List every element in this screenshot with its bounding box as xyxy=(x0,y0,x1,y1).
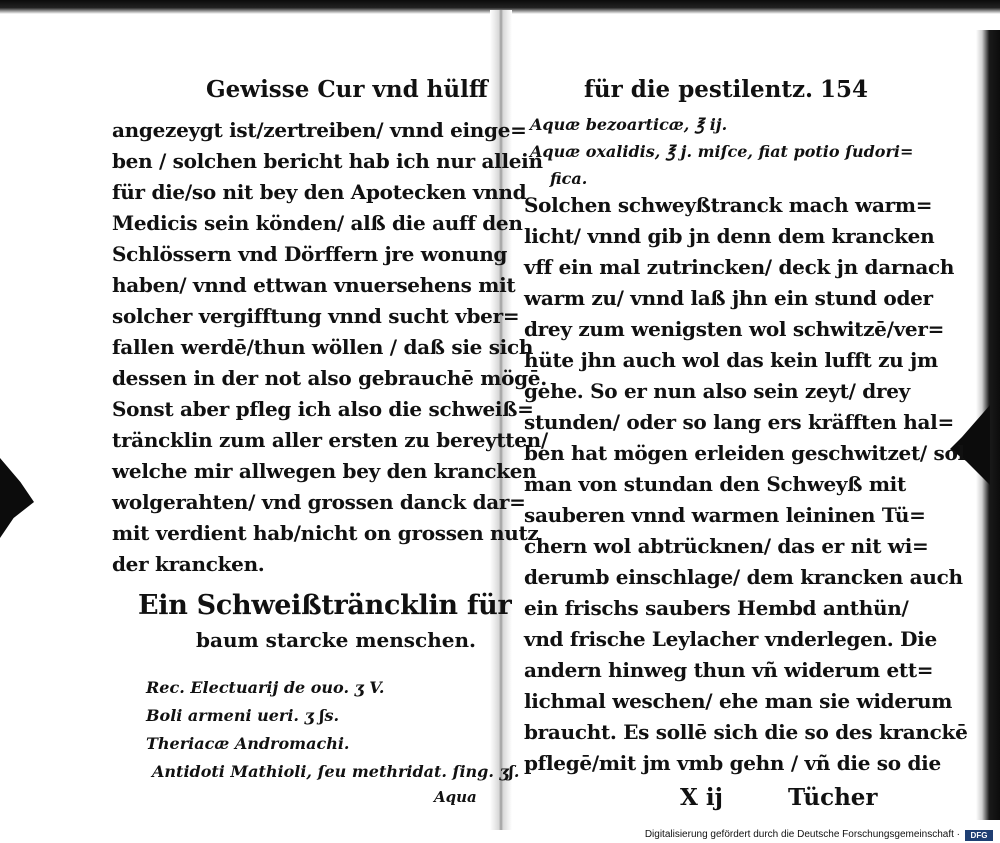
text-line: hüte jhn auch wol das kein lufft zu jm xyxy=(524,348,938,372)
text-line: solcher vergifftung vnnd sucht vber= xyxy=(112,304,520,328)
text-line: man von stundan den Schweyß mit xyxy=(524,472,906,496)
text-line: Medicis sein könden/ alß die auff den xyxy=(112,211,523,235)
text-line: vnd frische Leylacher vnderlegen. Die xyxy=(524,627,937,651)
text-line: mit verdient hab/nicht on grossen nutz xyxy=(112,521,539,545)
text-line: ein frischs saubers Hembd anthün/ xyxy=(524,596,909,620)
text-line: lichmal weschen/ ehe man sie widerum xyxy=(524,689,953,713)
text-line: haben/ vnnd ettwan vnuersehens mit xyxy=(112,273,516,297)
page-number: 154 xyxy=(820,76,869,103)
recipe-line: Theriacæ Andromachi. xyxy=(146,734,350,753)
scan-left-edge-mark xyxy=(0,458,34,538)
text-line: dessen in der not also gebrauchē mögē. xyxy=(112,366,547,390)
text-line: träncklin zum aller ersten zu bereytten/ xyxy=(112,428,548,452)
text-line: für die/so nit bey den Apotecken vnnd xyxy=(112,180,527,204)
recipe-line: Boli armeni ueri. ʒ ʃs. xyxy=(146,706,340,725)
recipe-line: Aquæ oxalidis, ℥ j. miſce, fiat potio ſudori= xyxy=(530,142,914,161)
text-line: licht/ vnnd gib jn denn dem krancken xyxy=(524,224,935,248)
text-line: pflegē/mit jm vmb gehn / vñ die so die xyxy=(524,751,941,775)
text-line: vff ein mal zutrincken/ deck jn darnach xyxy=(524,255,955,279)
text-line: Schlössern vnd Dörffern jre wonung xyxy=(112,242,508,266)
text-line: derumb einschlage/ dem krancken auch xyxy=(524,565,963,589)
text-line: wolgerahten/ vnd grossen danck dar= xyxy=(112,490,526,514)
text-line: welche mir allwegen bey den krancken xyxy=(112,459,537,483)
text-line: drey zum wenigsten wol schwitzē/ver= xyxy=(524,317,945,341)
recipe-line: Antidoti Mathioli, ſeu methridat. ſing. ʒʃ. xyxy=(152,762,520,781)
text-line: braucht. Es sollē sich die so des kranckē xyxy=(524,720,968,744)
recipe-line: fica. xyxy=(550,169,588,188)
dfg-logo: DFG xyxy=(965,830,993,841)
text-line: angezeygt ist/zertreiben/ vnnd einge= xyxy=(112,118,527,142)
section-subheading: baum starcke menschen. xyxy=(196,628,476,652)
text-line: stunden/ oder so lang ers kräfften hal= xyxy=(524,410,954,434)
text-line: Solchen schweyßtranck mach warm= xyxy=(524,193,933,217)
catchword: Aqua xyxy=(434,788,477,806)
text-line: der krancken. xyxy=(112,552,265,576)
text-line: warm zu/ vnnd laß jhn ein stund oder xyxy=(524,286,933,310)
text-line: gehe. So er nun also sein zeyt/ drey xyxy=(524,379,910,403)
text-line: ben / solchen bericht hab ich nur allein xyxy=(112,149,543,173)
recipe-line: Aquæ bezoarticæ, ℥ ij. xyxy=(530,115,728,134)
running-head: für die pestilentz. xyxy=(584,76,814,103)
section-heading: Ein Schweißträncklin für xyxy=(138,590,512,621)
digitization-credit: Digitalisierung gefördert durch die Deutsche Forschungsgemeinschaft · xyxy=(644,829,960,840)
signature-mark: X ij xyxy=(680,784,723,811)
recipe-line: Rec. Electuarij de ouo. ʒ V. xyxy=(146,678,385,697)
text-line: ben hat mögen erleiden geschwitzet/ sol xyxy=(524,441,965,465)
left-page xyxy=(108,0,548,830)
catchword: Tücher xyxy=(788,784,878,811)
text-line: Sonst aber pfleg ich also die schweiß= xyxy=(112,397,534,421)
text-line: sauberen vnnd warmen leininen Tü= xyxy=(524,503,926,527)
text-line: chern wol abtrücknen/ das er nit wi= xyxy=(524,534,929,558)
text-line: fallen werdē/thun wöllen / daß sie sich xyxy=(112,335,534,359)
right-page xyxy=(520,0,968,830)
text-line: andern hinweg thun vñ widerum ett= xyxy=(524,658,934,682)
running-head: Gewisse Cur vnd hülff xyxy=(206,76,488,103)
